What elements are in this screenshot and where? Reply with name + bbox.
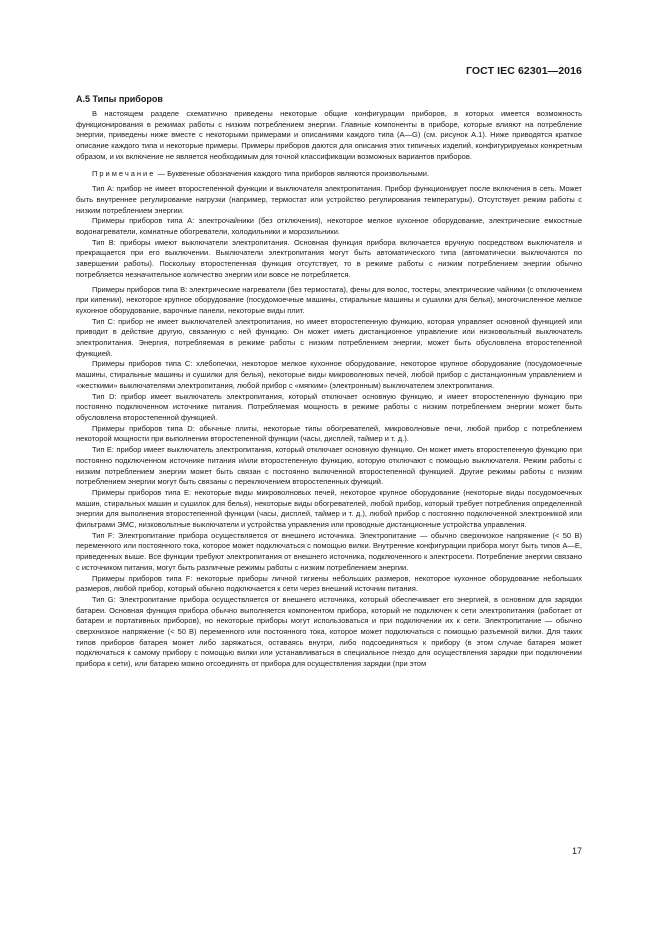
note-label: Примечание [92, 168, 156, 178]
type-e-examples: Примеры приборов типа Е: некоторые виды микроволновых печей, некоторое крупное оборудование (некоторые виды посудомоечных машин, стиральных машин и сушилок для белья), некоторые виды обогревателей, любой прибор, который требует потребления определенной энергии для выполнения второстепенной функции (часы, дисплей, таймер и т. д.), любой прибор с постоянно подключенной электроникой или фильтрами ЭМС, низковольтные выключатели и устройства управления или проводные дистанционные устройства управления. [76, 487, 582, 530]
type-a-description: Тип А: прибор не имеет второстепенной функции и выключателя электропитания. Прибор функционирует после включения в сеть. Может быть внутреннее регулирование нагрузки (например, термостат или устройство регулирования температуры). Отсутствует режим работы с низким потреблением энергии. [76, 184, 582, 215]
type-a-examples: Примеры приборов типа А: электрочайники (без отключения), некоторое мелкое кухонное оборудование, электрические емкостные водонагреватели, комнатные обогреватели, холодильники и морозильники. [76, 216, 582, 237]
section-title: А.5 Типы приборов [76, 94, 163, 104]
type-f-examples: Примеры приборов типа F: некоторые приборы личной гигиены небольших размеров, некоторое кухонное оборудование небольших размеров, любой прибор, который обычно подключается к сети через внешний источник питания. [76, 573, 582, 594]
note-separator: — [155, 168, 168, 178]
body-text [76, 109, 582, 670]
page-number: 17 [571, 846, 582, 856]
type-c-examples: Примеры приборов типа С: хлебопечки, некоторое мелкое кухонное оборудование, некоторое крупное оборудование (посудомоечные машины, стиральные машины и сушилки для белья), некоторые виды микроволновых печей, любой прибор с дистанционным управлением и «жесткими» выключателями электропитания, любой прибор с «мягким» (электронным) выключателем электропитания. [76, 359, 582, 390]
type-d-examples: Примеры приборов типа D: обычные плиты, некоторые типы обогревателей, микроволновые печи, любой прибор с потреблением некоторой мощности при выполнении второстепенной функции (часы, дисплей, таймер и т. д.). [76, 423, 582, 444]
type-g-description: Тип G: Электропитание прибора осуществляется от внешнего источника, который обеспечивает его энергией, в основном для зарядки батареи. Основная функция прибора обычно выполняется компонентом прибора, который не подключен к сети электропитания (работает от батареи и портативных приборов), но некоторые приборы могут использоваться и при подключении их к сети. Электропитание — обычно сверхнизкое напряжение (< 50 В) переменного или постоянного тока, которое может подключаться с помощью разъемной вилки. Для таких типов приборов батарея может либо заряжаться, оставаясь внутри, либо подсоединяться к прибору (в этом случае батарея может подключаться к самому прибору с помощью вилки или устанавливаться в специальное гнездо для осуществления зарядки при подключении прибора к сети), или батарею можно отсоединять от прибора для осуществления зарядки (при этом [76, 594, 582, 669]
type-b-examples: Примеры приборов типа В: электрические нагреватели (без термостата), фены для волос, тостеры, электрические чайники (с отключением при кипении), некоторое крупное оборудование (посудомоечные машины, стиральные машины и сушилки для белья), многочисленное мелкое кухонное оборудование, варочные панели, некоторые виды плит. [76, 284, 582, 315]
type-b-description: Тип В: приборы имеют выключатели электропитания. Основная функция прибора включается вручную посредством выключателя и прекращается при его выключении. Выключатели электропитания могут быть автоматического типа (автоматически выключаются по завершении работы). Поскольку второстепенная функция отсутствует, то в режиме работы с низким потреблением энергии обычно потребляется незначительное количество энергии или вовсе не потребляется. [76, 237, 582, 279]
type-d-description: Тип D: прибор имеет выключатель электропитания, который отключает основную функцию, и имеет второстепенную функцию при постоянно подключенном источнике питания. Потребляемая мощность в режиме работы с низким потреблением энергии может быть обусловлена второстепенной функцией. [76, 391, 582, 422]
type-f-description: Тип F: Электропитание прибора осуществляется от внешнего источника. Электропитание — обычно сверхнизкое напряжение (< 50 В) переменного или постоянного тока, которое может подключаться с помощью вилки. Внутренние конфигурации прибора могут быть типов А—Е, приведенных выше. Все функции требуют электропитания от внешнего источника, подключенного к электросети. Потребление энергии связано с источником питания, могут быть различные режимы работы с низким потреблением энергии. [76, 530, 582, 572]
note-paragraph [76, 169, 582, 180]
intro-paragraph: В настоящем разделе схематично приведены некоторые общие конфигурации приборов, в которых имеется возможность функционирования в режимах работы с низким потреблением энергии. Главные компоненты в приборе, которые влияют на потребление энергии, приведены ниже вместе с некоторыми примерами и описаниями каждого типа (А—G) (см. рисунок А.1). Ниже приводятся краткое описание каждого типа и некоторые примеры. Примеры приборов даются для описания этих типичных изделий, конфигурируемых конкретным образом, и их включение не является необходимым для точной классификации возможных вариантов приборов. [76, 109, 582, 161]
document-standard-header: ГОСТ IEC 62301—2016 [465, 65, 582, 77]
type-c-description: Тип С: прибор не имеет выключателей электропитания, но имеет второстепенную функцию, которая управляет основной функцией или приводит в действие другую, связанную с ней функцию. Он может иметь дистанционное управление или низковольтный выключатель электропитания. Энергия, потребляемая в режиме работы с низким потреблением энергии, может быть обусловлена второстепенной функцией. [76, 316, 582, 358]
note-text: Буквенные обозначения каждого типа приборов являются произвольными. [167, 168, 430, 178]
type-e-description: Тип Е: прибор имеет выключатель электропитания, который отключает основную функцию. Он может иметь второстепенную функцию при постоянно подключенном источнике питания и/или второстепенную функцию, которую отключают с помощью выключателя. Режим работы с низким потреблением энергии может быть связан с постоянно включенной второстепенной функцией. Другие режимы работы с низким потреблением энергии могут быть связаны с переключением второстепенных функций. [76, 445, 582, 487]
